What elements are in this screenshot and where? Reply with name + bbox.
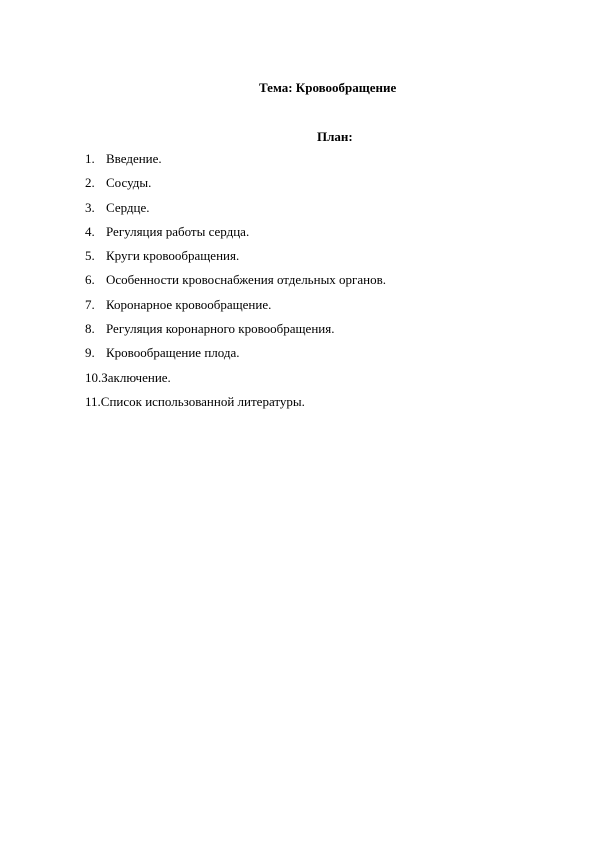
plan-item-text: Сердце. xyxy=(106,199,150,215)
plan-item-references xyxy=(85,394,386,418)
plan-item-fetal-circulation xyxy=(85,345,386,369)
plan-item-text: Введение. xyxy=(106,151,162,166)
plan-item-introduction xyxy=(85,151,386,175)
plan-heading: План: xyxy=(317,129,353,144)
document-topic: Тема: Кровообращение xyxy=(259,80,397,95)
plan-item-number: 2. xyxy=(85,175,95,191)
plan-item-text: Регуляция коронарного кровообращения. xyxy=(106,321,335,337)
plan-item-text: Сосуды. xyxy=(106,175,152,191)
plan-item-number: 11. xyxy=(85,393,101,409)
plan-item-coronary-regulation xyxy=(85,321,386,345)
plan-item-text: Особенности кровоснабжения отдельных органов. xyxy=(106,272,386,288)
plan-item-number: 8. xyxy=(85,321,95,337)
plan-item-organ-blood-supply xyxy=(85,272,386,296)
plan-item-heart xyxy=(85,200,386,224)
plan-item-text: Кровообращение плода. xyxy=(106,345,240,361)
plan-item-conclusion xyxy=(85,370,386,394)
plan-item-number: 6. xyxy=(85,272,95,288)
plan-item-number: 4. xyxy=(85,223,95,239)
plan-item-number: 3. xyxy=(85,199,95,215)
plan-item-text: Заключение. xyxy=(101,369,171,385)
plan-item-text: Регуляция работы сердца. xyxy=(106,223,250,239)
plan-item-vessels xyxy=(85,175,386,199)
plan-item-number: 10. xyxy=(85,369,102,385)
plan-item-number: 1. xyxy=(85,151,95,166)
plan-item-text: Список использованной литературы. xyxy=(100,393,305,409)
plan-item-text: Круги кровообращения. xyxy=(106,248,240,264)
plan-item-text: Коронарное кровообращение. xyxy=(106,296,272,312)
plan-item-number: 9. xyxy=(85,345,95,361)
plan-item-number: 7. xyxy=(85,296,95,312)
plan-item-circulation-circles xyxy=(85,248,386,272)
plan-item-number: 5. xyxy=(85,248,95,264)
plan-item-coronary-circulation xyxy=(85,297,386,321)
plan-list xyxy=(85,151,386,418)
plan-item-heart-regulation xyxy=(85,224,386,248)
